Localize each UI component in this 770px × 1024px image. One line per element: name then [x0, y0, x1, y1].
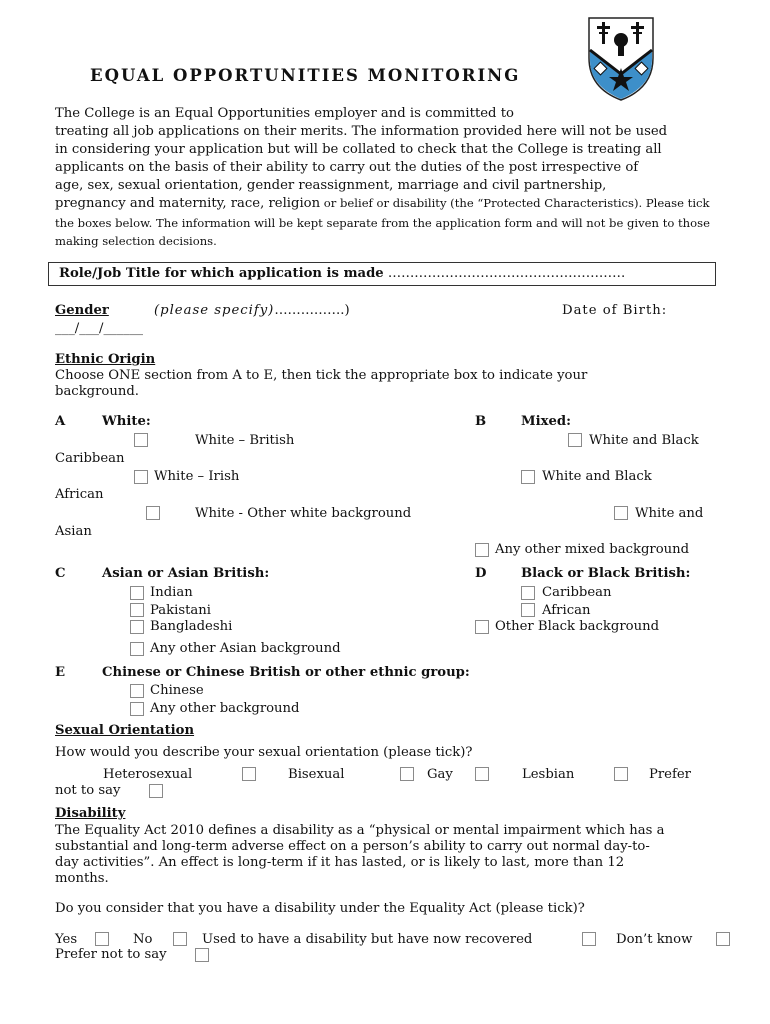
white-asian-label: White and: [635, 506, 704, 521]
section-c-letter: C: [55, 566, 66, 581]
intro-line: in considering your application but will be collated to check that the College is treating all: [55, 142, 662, 157]
disability-text: months.: [55, 871, 109, 886]
white-irish-checkbox[interactable]: [134, 470, 148, 484]
other-black-label: Other Black background: [495, 619, 660, 634]
section-e-label: Chinese or Chinese British or other ethnic group:: [102, 665, 470, 680]
bisexual-checkbox[interactable]: [400, 767, 414, 781]
other-asian-checkbox[interactable]: [130, 642, 144, 656]
white-asian-checkbox[interactable]: [614, 506, 628, 520]
white-black-caribbean-label: White and Black: [589, 433, 699, 448]
african-checkbox[interactable]: [521, 603, 535, 617]
caribbean-label: Caribbean: [542, 585, 612, 600]
bangladeshi-checkbox[interactable]: [130, 620, 144, 634]
intro-line: the boxes below. The information will be kept separate from the application form and will not be given to those: [55, 216, 710, 230]
section-e-letter: E: [55, 665, 66, 680]
page-title: EQUAL OPPORTUNITIES MONITORING: [90, 66, 521, 85]
pakistani-checkbox[interactable]: [130, 603, 144, 617]
other-black-checkbox[interactable]: [475, 620, 489, 634]
recovered-checkbox[interactable]: [582, 932, 596, 946]
section-a-label: White:: [102, 414, 151, 429]
intro-line-part: pregnancy and maternity, race, religion: [55, 196, 321, 211]
white-black-caribbean-checkbox[interactable]: [568, 433, 582, 447]
other-mixed-checkbox[interactable]: [475, 543, 489, 557]
yes-checkbox[interactable]: [95, 932, 109, 946]
other-background-label: Any other background: [150, 701, 300, 716]
white-black-african-checkbox[interactable]: [521, 470, 535, 484]
no-label: No: [133, 932, 153, 947]
disability-heading: Disability: [55, 806, 126, 821]
african-label: African: [542, 603, 591, 618]
intro-line: [55, 196, 710, 211]
white-irish-label: White – Irish: [154, 469, 240, 484]
lesbian-checkbox[interactable]: [614, 767, 628, 781]
prefer-not-to-say-orientation-checkbox[interactable]: [149, 784, 163, 798]
ethnic-instructions: background.: [55, 384, 139, 399]
heterosexual-checkbox[interactable]: [242, 767, 256, 781]
prefer-not-to-say-disability-checkbox[interactable]: [195, 948, 209, 962]
prefer-not-to-say-label: Prefer not to say: [55, 947, 167, 962]
disability-text: day activities”. An effect is long-term if it has lasted, or is likely to last, more than 12: [55, 855, 625, 870]
section-b-label: Mixed:: [521, 414, 571, 429]
other-asian-label: Any other Asian background: [150, 641, 341, 656]
chinese-checkbox[interactable]: [130, 684, 144, 698]
disability-question: Do you consider that you have a disability under the Equality Act (please tick)?: [55, 901, 585, 916]
intro-line-part: or belief or disability (the “Protected Characteristics). Please tick: [320, 196, 710, 210]
pakistani-label: Pakistani: [150, 603, 211, 618]
disability-text: substantial and long-term adverse effect on a person’s ability to carry out normal day-to-: [55, 839, 650, 854]
heterosexual-label: Heterosexual: [103, 767, 193, 782]
section-a-letter: A: [55, 414, 66, 429]
gender-label: Gender: [55, 303, 109, 318]
prefer-label: Prefer: [649, 767, 691, 782]
bisexual-label: Bisexual: [288, 767, 345, 782]
gender-field[interactable]: [154, 303, 350, 318]
recovered-label: Used to have a disability but have now recovered: [202, 932, 533, 947]
gender-dots: …………….): [274, 303, 350, 318]
gay-checkbox[interactable]: [475, 767, 489, 781]
sexual-orientation-question: How would you describe your sexual orientation (please tick)?: [55, 745, 473, 760]
role-dots: ………………………………………………: [383, 266, 626, 281]
dob-label: Date of Birth:: [562, 303, 668, 318]
white-british-label: White – British: [195, 433, 295, 448]
wrap-text: Asian: [55, 524, 92, 539]
intro-line: making selection decisions.: [55, 234, 217, 248]
white-british-checkbox[interactable]: [134, 433, 148, 447]
section-d-label: Black or Black British:: [521, 566, 691, 581]
dont-know-checkbox[interactable]: [716, 932, 730, 946]
white-black-african-label: White and Black: [542, 469, 652, 484]
gay-label: Gay: [427, 767, 453, 782]
intro-line: applicants on the basis of their ability to carry out the duties of the post irrespective of: [55, 160, 639, 175]
gender-hint: (please specify): [154, 303, 275, 318]
intro-line: age, sex, sexual orientation, gender reassignment, marriage and civil partnership,: [55, 178, 607, 193]
section-b-letter: B: [475, 414, 487, 429]
prefer-label-wrap: not to say: [55, 783, 121, 798]
bangladeshi-label: Bangladeshi: [150, 619, 233, 634]
chinese-label: Chinese: [150, 683, 204, 698]
wrap-text: Caribbean: [55, 451, 125, 466]
sexual-orientation-heading: Sexual Orientation: [55, 723, 195, 738]
other-background-checkbox[interactable]: [130, 702, 144, 716]
no-checkbox[interactable]: [173, 932, 187, 946]
intro-line: The College is an Equal Opportunities employer and is committed to: [55, 106, 514, 121]
dob-field[interactable]: ___/___/______: [55, 321, 144, 336]
section-c-label: Asian or Asian British:: [102, 566, 270, 581]
ethnic-heading: Ethnic Origin: [55, 352, 156, 367]
section-d-letter: D: [475, 566, 487, 581]
indian-checkbox[interactable]: [130, 586, 144, 600]
role-label-text: Role/Job Title for which application is made: [59, 266, 384, 281]
disability-text: The Equality Act 2010 defines a disability as a “physical or mental impairment which has a: [55, 823, 665, 838]
intro-line: treating all job applications on their merits. The information provided here will not be used: [55, 124, 668, 139]
yes-label: Yes: [55, 932, 78, 947]
white-other-checkbox[interactable]: [146, 506, 160, 520]
ethnic-instructions: Choose ONE section from A to E, then tick the appropriate box to indicate your: [55, 368, 588, 383]
white-other-label: White - Other white background: [195, 506, 412, 521]
wrap-text: African: [55, 487, 104, 502]
other-mixed-label: Any other mixed background: [495, 542, 690, 557]
role-label: [59, 266, 625, 281]
indian-label: Indian: [150, 585, 193, 600]
college-crest-icon: [585, 14, 657, 104]
lesbian-label: Lesbian: [522, 767, 575, 782]
caribbean-checkbox[interactable]: [521, 586, 535, 600]
dont-know-label: Don’t know: [616, 932, 693, 947]
